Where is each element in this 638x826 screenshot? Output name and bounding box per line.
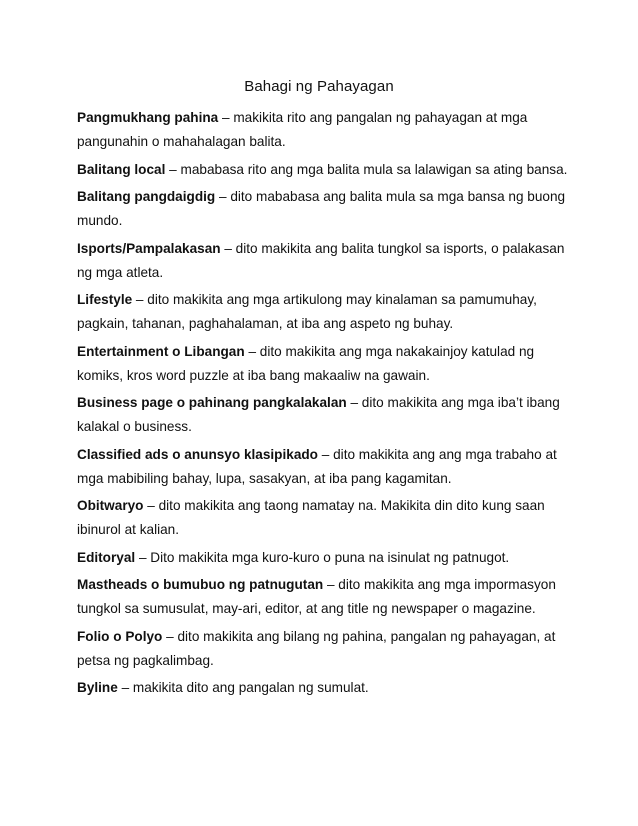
entry-definition: – makikita dito ang pangalan ng sumulat. [117, 680, 369, 695]
document-title: Bahagi ng Pahayagan [244, 78, 394, 95]
entry-definition: – dito mababasa ang balita mula sa mga bansa ng buong mundo. [77, 189, 566, 228]
entry-definition: – dito makikita ang mga artikulong may kinalaman sa pamumuhay, pagkain, tahanan, paghahalaman, at iba ang aspeto ng buhay. [77, 292, 537, 331]
entry-term: Folio o Polyo [77, 628, 163, 644]
entry-definition: – dito makikita ang mga impormasyon tungkol sa sumusulat, may-ari, editor, at ang title ng newspaper o magazine. [77, 577, 556, 616]
entry-mastheads [77, 573, 569, 621]
entry-term: Entertainment o Libangan [77, 343, 245, 359]
entry-term: Lifestyle [77, 292, 133, 307]
entry-pangmukhang-pahina [77, 106, 569, 154]
entry-term: Balitang local [77, 161, 166, 177]
entry-folio [77, 625, 569, 673]
entry-definition: – dito makikita ang balita tungkol sa isports, o palakasan ng mga atleta. [77, 240, 565, 280]
entry-classified-ads [77, 443, 569, 491]
entry-term: Byline [77, 680, 118, 695]
entry-definition: – dito makikita ang mga nakakainjoy katulad ng komiks, kros word puzzle at iba bang makaaliw na gawain. [77, 343, 535, 383]
entry-balitang-pangdaigdig [77, 185, 569, 233]
entry-definition: – dito makikita ang bilang ng pahina, pangalan ng pahayagan, at petsa ng pagkalimbag. [77, 628, 556, 668]
entry-obitwaryo [77, 494, 569, 542]
entry-term: Pangmukhang pahina [77, 110, 219, 125]
entry-editoryal [77, 546, 569, 570]
entry-lifestyle [77, 288, 569, 336]
entry-term: Business page o pahinang pangkalakalan [77, 395, 347, 410]
entry-term: Mastheads o bumubuo ng patnugutan [77, 577, 324, 592]
entry-balitang-local [77, 158, 569, 182]
entry-term: Obitwaryo [77, 498, 144, 513]
entry-definition: – Dito makikita mga kuro-kuro o puna na isinulat ng patnugot. [135, 549, 510, 565]
entry-term: Balitang pangdaigdig [77, 189, 216, 204]
entry-byline [77, 676, 569, 700]
entry-entertainment [77, 340, 569, 388]
entry-term: Isports/Pampalakasan [77, 240, 221, 256]
entry-term: Classified ads o anunsyo klasipikado [77, 446, 318, 462]
entry-business-page [77, 391, 569, 439]
entry-definition: – mababasa rito ang mga balita mula sa lalawigan sa ating bansa. [165, 161, 568, 177]
entry-definition: – dito makikita ang mga iba’t ibang kalakal o business. [77, 395, 560, 434]
entry-term: Editoryal [77, 549, 136, 565]
entry-definition: – dito makikita ang ang mga trabaho at mga mabibiling bahay, lupa, sasakyan, at iba pang kagamitan. [77, 446, 557, 486]
entry-definition: – dito makikita ang taong namatay na. Makikita din dito kung saan ibinurol at kalian. [77, 498, 545, 537]
entry-isports [77, 237, 569, 285]
entry-definition: – makikita rito ang pangalan ng pahayagan at mga pangunahin o mahahalagan balita. [77, 110, 528, 149]
entry-list [77, 106, 569, 704]
